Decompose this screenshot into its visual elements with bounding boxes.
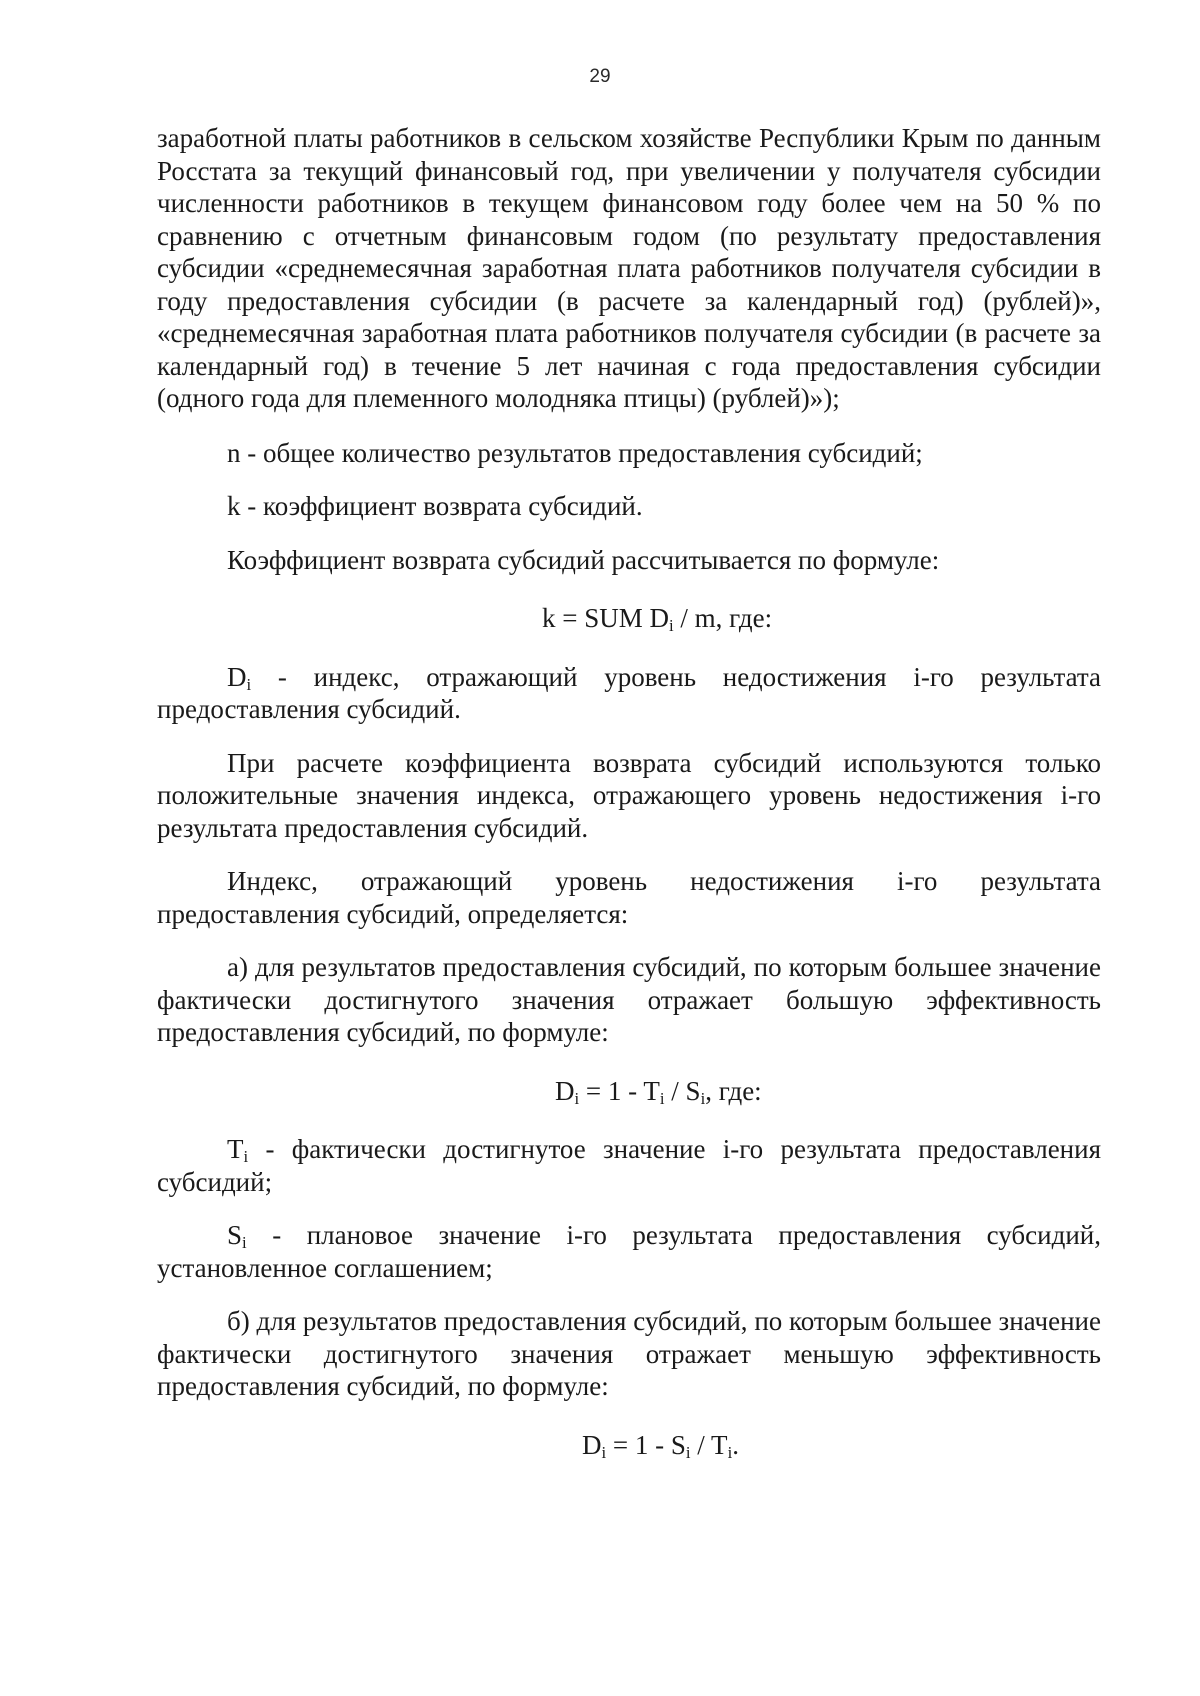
- formula-b-s-sub: i: [685, 1442, 691, 1462]
- formula-b-div: / T: [690, 1429, 728, 1460]
- formula-k-right: / m, где:: [673, 603, 773, 633]
- formula-a-div: / S: [664, 1075, 701, 1106]
- ti-subscript: i: [243, 1147, 249, 1166]
- formula-a-end: , где:: [705, 1075, 762, 1106]
- di-subscript: i: [246, 674, 252, 694]
- formula-a-eq: = 1 - T: [579, 1075, 660, 1106]
- di-definition-text: - индекс, отражающий уровень недостижения i-го результата предоставления субсидий.: [157, 661, 1101, 724]
- formula-b-end: .: [732, 1429, 739, 1460]
- paragraph-k-definition: k - коэффициент возврата субсидий.: [227, 491, 643, 521]
- paragraph-index-determined: Индекс, отражающий уровень недостижения i-го результата предоставления субсидий, определяется:: [157, 866, 1101, 929]
- formula-k-left: k = SUM D: [542, 603, 669, 633]
- document-body: [157, 122, 1101, 1487]
- paragraph-ti-definition: [157, 1133, 1101, 1198]
- formula-b-d-sub: i: [601, 1442, 607, 1462]
- formula-b-t-sub: i: [727, 1442, 733, 1462]
- si-subscript: i: [242, 1233, 247, 1252]
- formula-a-d-sub: i: [574, 1088, 580, 1108]
- di-symbol: D: [227, 661, 247, 692]
- paragraph-case-a: а) для результатов предоставления субсидий, по которым большее значение фактически достигнутого значения отражает большую эффективность предоставления субсидий, по формуле:: [157, 952, 1101, 1047]
- formula-b-eq: = 1 - S: [606, 1429, 686, 1460]
- formula-a-s-sub: i: [700, 1088, 706, 1108]
- paragraph-formula-intro: Коэффициент возврата субсидий рассчитывается по формуле:: [227, 544, 940, 575]
- formula-d-case-b: [157, 1429, 1101, 1462]
- formula-a-t-sub: i: [659, 1088, 665, 1108]
- page-number: 29: [589, 66, 611, 87]
- formula-k: [157, 602, 1101, 635]
- paragraph-positive-values: При расчете коэффициента возврата субсидий используются только положительные значения индекса, отражающего уровень недостижения i-го результата предоставления субсидий.: [157, 747, 1101, 843]
- paragraph-n-definition: n - общее количество результатов предоставления субсидий;: [227, 437, 923, 468]
- formula-a-d: D: [555, 1075, 575, 1106]
- si-symbol: S: [227, 1220, 243, 1250]
- formula-d-case-a: [157, 1075, 1101, 1108]
- paragraph-si-definition: [157, 1219, 1101, 1284]
- paragraph-di-definition: [157, 661, 1101, 726]
- formula-b-d: D: [582, 1429, 602, 1460]
- paragraph-case-b: б) для результатов предоставления субсидий, по которым большее значение фактически достигнутого значения отражает меньшую эффективность предоставления субсидий, по формуле:: [157, 1306, 1101, 1401]
- ti-definition-text: - фактически достигнутое значение i-го результата предоставления субсидий;: [157, 1134, 1101, 1197]
- formula-k-subscript: i: [669, 616, 674, 635]
- ti-symbol: T: [227, 1134, 244, 1164]
- paragraph-wage-condition: заработной платы работников в сельском хозяйстве Республики Крым по данным Росстата за текущий финансовый год, при увеличении у получателя субсидии численности работников в текущем финансовом году более чем на 50 % по сравнению с отчетным финансовым годом (по результату предоставления субсидии «среднемесячная заработная плата работников получателя субсидии в году предоставления субсидии (в расчете за календарный год) (рублей)», «среднемесячная заработная плата работников получателя субсидии (в расчете за календарный год) в течение 5 лет начиная с года предоставления субсидии (одного года для племенного молодняка птицы) (рублей)»);: [157, 123, 1101, 413]
- si-definition-text: - плановое значение i-го результата предоставления субсидий, установленное соглашением;: [157, 1220, 1101, 1283]
